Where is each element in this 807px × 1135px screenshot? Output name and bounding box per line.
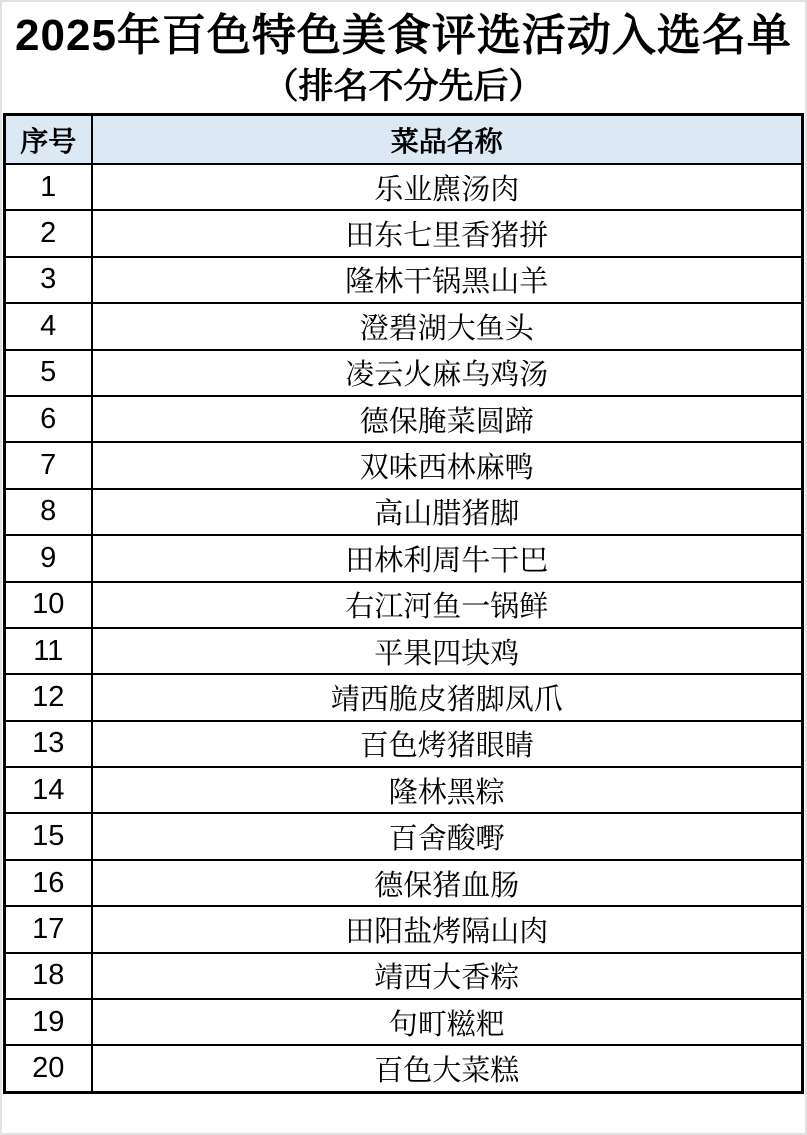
table-row <box>5 906 803 952</box>
table-row <box>5 442 803 488</box>
row-number: 8 <box>5 489 92 535</box>
table-row <box>5 489 803 535</box>
dish-name: 德保腌菜圆蹄 <box>92 396 803 442</box>
column-header-index: 序号 <box>5 115 92 165</box>
row-number: 7 <box>5 442 92 488</box>
row-number: 19 <box>5 999 92 1045</box>
dish-name: 靖西大香粽 <box>92 953 803 999</box>
food-table-body <box>5 164 803 1092</box>
row-number: 16 <box>5 860 92 906</box>
dish-name: 德保猪血肠 <box>92 860 803 906</box>
row-number: 12 <box>5 674 92 720</box>
row-number: 20 <box>5 1045 92 1092</box>
table-row <box>5 350 803 396</box>
table-row <box>5 813 803 859</box>
table-row <box>5 999 803 1045</box>
table-row <box>5 164 803 210</box>
dish-name: 澄碧湖大鱼头 <box>92 303 803 349</box>
dish-name: 乐业麃汤肉 <box>92 164 803 210</box>
row-number: 10 <box>5 582 92 628</box>
food-table-header <box>5 115 803 165</box>
dish-name: 百色烤猪眼睛 <box>92 721 803 767</box>
table-row <box>5 535 803 581</box>
row-number: 1 <box>5 164 92 210</box>
dish-name: 双味西林麻鸭 <box>92 442 803 488</box>
dish-name: 田林利周牛干巴 <box>92 535 803 581</box>
header-block <box>0 0 807 109</box>
dish-name: 高山腊猪脚 <box>92 489 803 535</box>
food-table <box>3 113 804 1094</box>
table-row <box>5 210 803 256</box>
dish-name: 隆林黑粽 <box>92 767 803 813</box>
header-row <box>5 115 803 165</box>
row-number: 15 <box>5 813 92 859</box>
dish-name: 百舍酸嘢 <box>92 813 803 859</box>
dish-name: 句町糍粑 <box>92 999 803 1045</box>
table-row <box>5 721 803 767</box>
table-row <box>5 257 803 303</box>
dish-name: 田东七里香猪拼 <box>92 210 803 256</box>
table-row <box>5 674 803 720</box>
table-row <box>5 767 803 813</box>
row-number: 17 <box>5 906 92 952</box>
dish-name: 隆林干锅黑山羊 <box>92 257 803 303</box>
table-row <box>5 582 803 628</box>
row-number: 14 <box>5 767 92 813</box>
row-number: 2 <box>5 210 92 256</box>
row-number: 4 <box>5 303 92 349</box>
dish-name: 右江河鱼一锅鲜 <box>92 582 803 628</box>
dish-name: 平果四块鸡 <box>92 628 803 674</box>
row-number: 18 <box>5 953 92 999</box>
row-number: 3 <box>5 257 92 303</box>
dish-name: 田阳盐烤隔山肉 <box>92 906 803 952</box>
table-row <box>5 303 803 349</box>
dish-name: 靖西脆皮猪脚凤爪 <box>92 674 803 720</box>
table-row <box>5 860 803 906</box>
dish-name: 百色大菜糕 <box>92 1045 803 1092</box>
row-number: 6 <box>5 396 92 442</box>
page-title: 2025年百色特色美食评选活动入选名单 <box>15 11 792 60</box>
row-number: 5 <box>5 350 92 396</box>
table-row <box>5 396 803 442</box>
table-row <box>5 1045 803 1092</box>
table-row <box>5 953 803 999</box>
page-subtitle: （排名不分先后） <box>263 67 544 106</box>
row-number: 9 <box>5 535 92 581</box>
column-header-dish-name: 菜品名称 <box>92 115 803 165</box>
row-number: 11 <box>5 628 92 674</box>
table-row <box>5 628 803 674</box>
row-number: 13 <box>5 721 92 767</box>
dish-name: 凌云火麻乌鸡汤 <box>92 350 803 396</box>
